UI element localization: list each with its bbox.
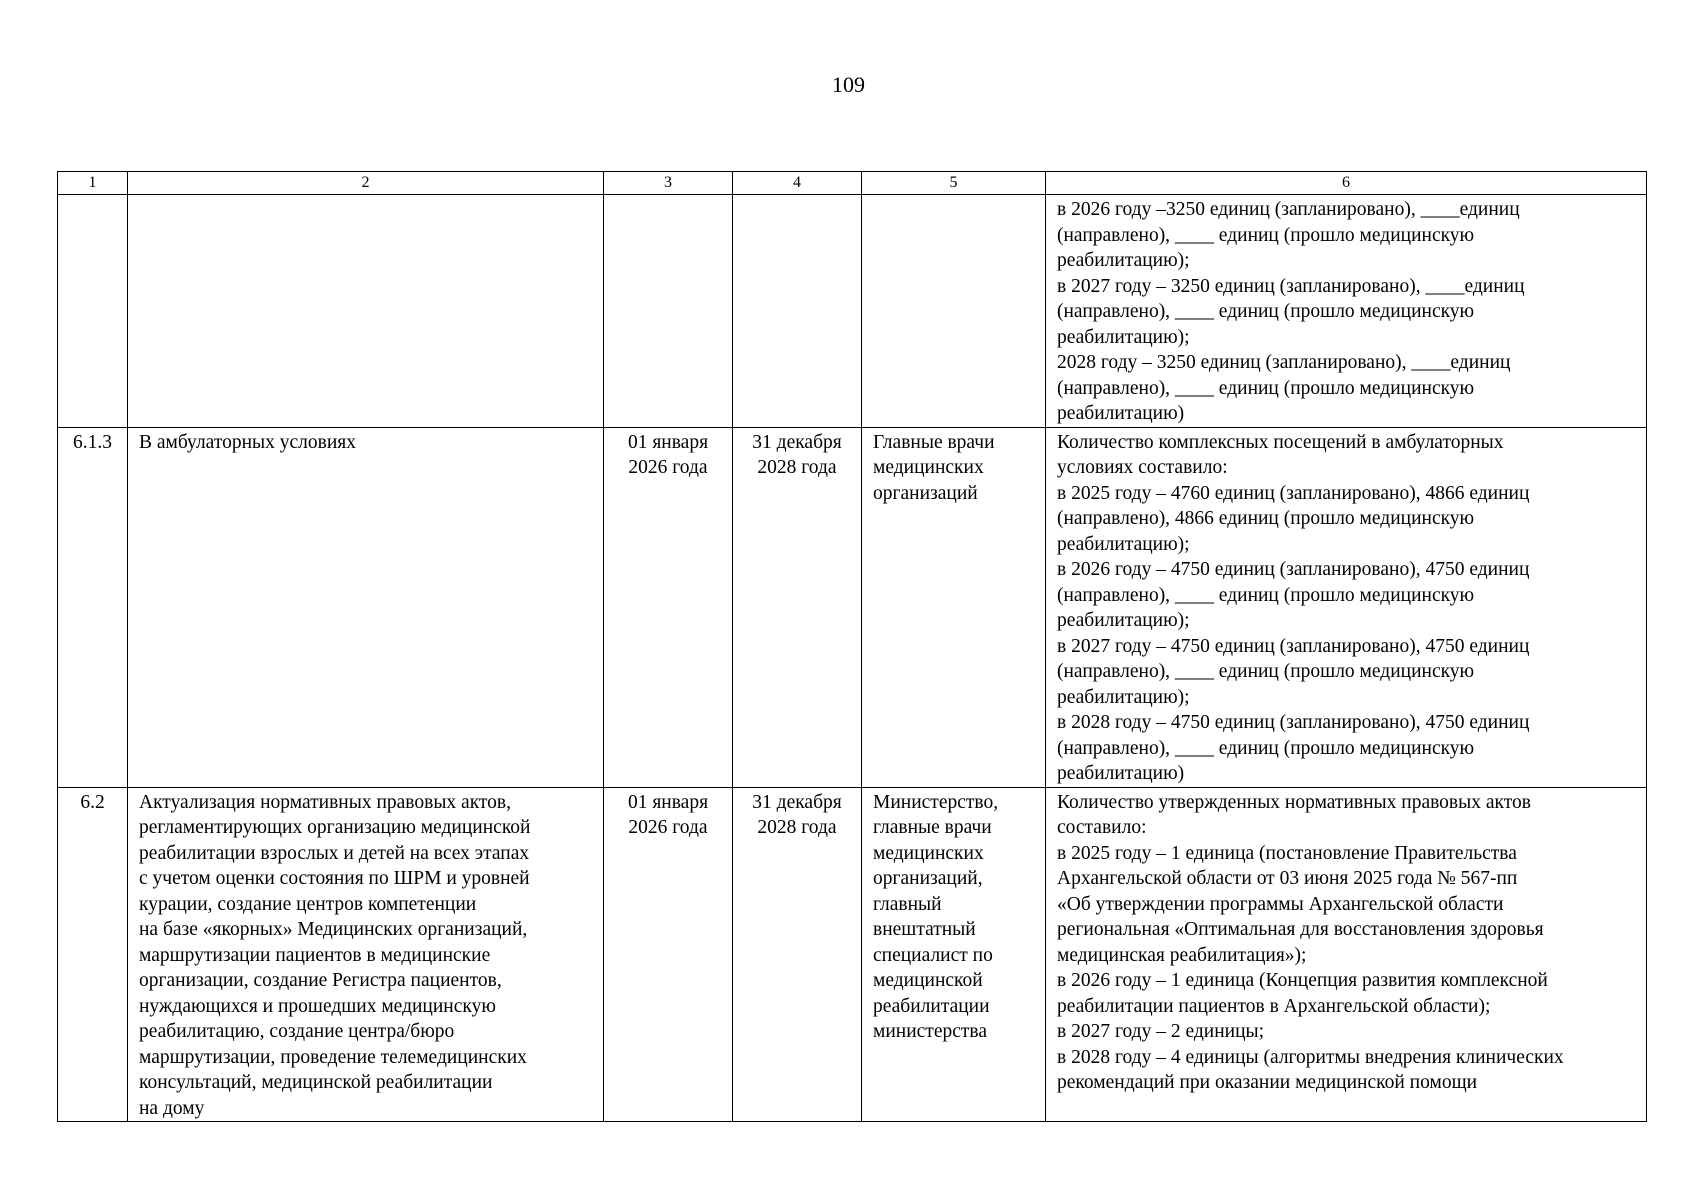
start-date-cell <box>604 787 733 1122</box>
result-cell-line: Количество комплексных посещений в амбулаторных <box>1057 431 1504 453</box>
responsible-cell <box>862 427 1046 787</box>
responsible-cell-line: внештатный <box>873 919 976 940</box>
activity-name-cell-line: на дому <box>139 1097 205 1119</box>
activity-name-cell-line: нуждающихся и прошедших медицинскую <box>139 995 496 1017</box>
activity-name-cell-line: с учетом оценки состояния по ШРМ и уровней <box>139 868 530 889</box>
column-header: 5 <box>862 172 1046 195</box>
responsible-cell-line: реабилитации <box>873 995 990 1017</box>
result-cell-line: в 2025 году – 4760 единиц (запланировано), 4866 единиц <box>1057 482 1530 504</box>
result-cell-line: (направлено), ____ единиц (прошло медицинскую <box>1057 584 1475 606</box>
start-date-cell-line: 2026 года <box>628 817 708 838</box>
result-cell-line: реабилитацию); <box>1057 610 1190 631</box>
activity-name-cell-line: регламентирующих организацию медицинской <box>139 817 531 838</box>
responsible-cell-line: Главные врачи <box>873 431 995 453</box>
end-date-cell <box>733 787 862 1122</box>
result-cell-line: в 2026 году – 4750 единиц (запланировано), 4750 единиц <box>1057 559 1530 580</box>
table-header-row <box>58 172 1647 195</box>
activity-name-cell-line: реабилитации взрослых и детей на всех этапах <box>139 842 530 864</box>
result-cell-line: рекомендаций при оказании медицинской помощи <box>1057 1072 1478 1093</box>
result-cell-line: реабилитацию); <box>1057 326 1190 348</box>
end-date-cell <box>733 195 862 428</box>
activity-name-cell-line: Актуализация нормативных правовых актов, <box>139 791 512 813</box>
result-cell-line: (направлено), ____ единиц (прошло медицинскую <box>1057 224 1475 246</box>
responsible-cell-line: организаций, <box>873 868 983 889</box>
activity-name-cell-line: В амбулаторных условиях <box>139 431 357 453</box>
end-date-cell-line: 31 декабря <box>752 431 842 453</box>
responsible-cell-line: главный <box>873 893 942 915</box>
activity-name-cell-line: реабилитацию, создание центра/бюро <box>139 1021 455 1042</box>
end-date-cell <box>733 427 862 787</box>
result-cell-line: реабилитации пациентов в Архангельской области); <box>1057 995 1491 1017</box>
table-row <box>58 427 1647 787</box>
result-cell <box>1046 195 1647 428</box>
table-row <box>58 195 1647 428</box>
result-cell-line: в 2028 году – 4 единицы (алгоритмы внедрения клинических <box>1057 1046 1564 1068</box>
responsible-cell-line: медицинских <box>873 842 984 864</box>
result-cell-line: в 2026 году – 1 единица (Концепция развития комплексной <box>1057 970 1548 991</box>
column-header: 1 <box>58 172 128 195</box>
start-date-cell <box>604 195 733 428</box>
activity-name-cell <box>128 427 604 787</box>
result-cell-line: (направлено), 4866 единиц (прошло медицинскую <box>1057 508 1475 529</box>
column-header: 3 <box>604 172 733 195</box>
result-cell-line: «Об утверждении программы Архангельской области <box>1057 893 1504 915</box>
table-row <box>58 787 1647 1122</box>
result-cell-line: реабилитацию) <box>1057 403 1185 424</box>
responsible-cell <box>862 787 1046 1122</box>
result-cell <box>1046 787 1647 1122</box>
activity-name-cell-line: организации, создание Регистра пациентов, <box>139 970 502 991</box>
result-cell-line: реабилитацию) <box>1057 763 1185 784</box>
start-date-cell-line: 01 января <box>627 791 709 813</box>
activity-name-cell <box>128 195 604 428</box>
column-header: 2 <box>128 172 604 195</box>
result-cell-line: составило: <box>1057 817 1147 838</box>
activity-name-cell-line: курации, создание центров компетенции <box>139 893 477 915</box>
responsible-cell-line: специалист по <box>873 944 993 966</box>
item-number-cell: 6.1.3 <box>58 427 128 787</box>
result-cell-line: в 2026 году –3250 единиц (запланировано), ____единиц <box>1057 199 1520 220</box>
responsible-cell-line: организаций <box>873 482 978 504</box>
responsible-cell-line: медицинской <box>873 970 983 991</box>
result-cell-line: 2028 году – 3250 единиц (запланировано), ____единиц <box>1057 352 1511 373</box>
column-header: 4 <box>733 172 862 195</box>
activity-name-cell-line: маршрутизации пациентов в медицинские <box>139 944 491 966</box>
responsible-cell <box>862 195 1046 428</box>
result-cell-line: в 2027 году – 3250 единиц (запланировано), ____единиц <box>1057 275 1525 297</box>
result-cell-line: медицинская реабилитация»); <box>1057 944 1307 966</box>
end-date-cell-line: 2028 года <box>757 457 837 478</box>
result-cell-line: (направлено), ____ единиц (прошло медицинскую <box>1057 661 1475 682</box>
start-date-cell-line: 2026 года <box>628 457 708 478</box>
start-date-cell <box>604 427 733 787</box>
item-number-cell <box>58 195 128 428</box>
responsible-cell-line: министерства <box>873 1021 988 1042</box>
result-cell-line: в 2025 году – 1 единица (постановление Правительства <box>1057 842 1517 864</box>
result-cell <box>1046 427 1647 787</box>
result-cell-line: (направлено), ____ единиц (прошло медицинскую <box>1057 301 1475 322</box>
result-cell-line: реабилитацию); <box>1057 686 1190 708</box>
result-cell-line: реабилитацию); <box>1057 533 1190 555</box>
column-header: 6 <box>1046 172 1647 195</box>
activity-name-cell-line: консультаций, медицинской реабилитации <box>139 1072 493 1093</box>
plan-table <box>57 171 1647 1122</box>
activity-name-cell <box>128 787 604 1122</box>
result-cell-line: (направлено), ____ единиц (прошло медицинскую <box>1057 377 1475 399</box>
result-cell-line: Архангельской области от 03 июня 2025 года № 567-пп <box>1057 868 1518 889</box>
page-number: 109 <box>832 72 865 97</box>
responsible-cell-line: медицинских <box>873 457 984 478</box>
result-cell-line: условиях составило: <box>1057 457 1228 478</box>
activity-name-cell-line: на базе «якорных» Медицинских организаций, <box>139 919 528 940</box>
result-cell-line: в 2027 году – 2 единицы; <box>1057 1021 1265 1042</box>
start-date-cell-line: 01 января <box>627 431 709 453</box>
result-cell-line: в 2027 году – 4750 единиц (запланировано), 4750 единиц <box>1057 635 1530 657</box>
end-date-cell-line: 31 декабря <box>752 791 842 813</box>
result-cell-line: реабилитацию); <box>1057 250 1190 271</box>
item-number-cell: 6.2 <box>58 787 128 1122</box>
responsible-cell-line: Министерство, <box>873 791 999 813</box>
result-cell-line: Количество утвержденных нормативных правовых актов <box>1057 791 1531 813</box>
activity-name-cell-line: маршрутизации, проведение телемедицинских <box>139 1046 527 1068</box>
result-cell-line: в 2028 году – 4750 единиц (запланировано), 4750 единиц <box>1057 712 1530 733</box>
result-cell-line: региональная «Оптимальная для восстановления здоровья <box>1057 919 1544 940</box>
result-cell-line: (направлено), ____ единиц (прошло медицинскую <box>1057 737 1475 759</box>
end-date-cell-line: 2028 года <box>757 817 837 838</box>
responsible-cell-line: главные врачи <box>873 817 992 838</box>
